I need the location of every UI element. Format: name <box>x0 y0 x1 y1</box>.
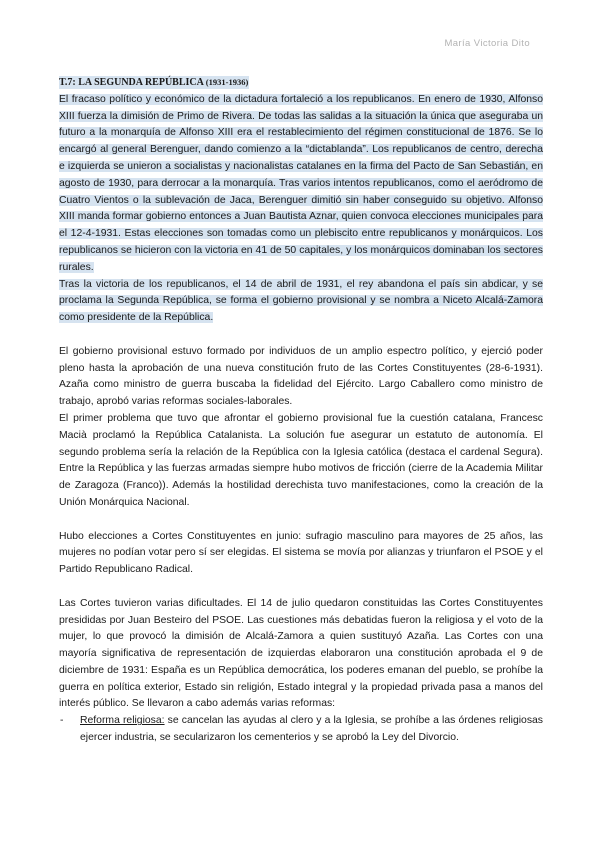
document-body <box>59 74 543 747</box>
reform-text: se cancelan las ayudas al clero y a la Iglesia, se prohíbe a las órdenes religiosas ejercer industria, se secularizaron los cementerios y se aprobó la Ley del Divorcio. <box>80 715 544 744</box>
reforms-list <box>59 713 543 747</box>
list-item <box>59 713 543 747</box>
paragraph-cortes: Las Cortes tuvieron varias dificultades. El 14 de julio quedaron constituidas las Cortes Constituyentes presididas por Juan Besteiro del PSOE. Las cuestiones más debatidas fueron la religiosa y el voto de la mujer, lo que provocó la dimisión de Alcalá-Zamora a quien sustituyó Azaña. Las Cortes con una mayoría significativa de representación de izquierdas elaboraron una constitución aprobada el 9 de diciembre de 1931: España es un República democrática, los poderes emanan del pueblo, se prohíbe la guerra en política exterior, Estado sin religión, Estado integral y la propiedad privada pasa a manos del interés público. Se llevaron a cabo además varias reformas: <box>59 597 543 710</box>
title-years: (1931-1936) <box>205 77 249 87</box>
reform-label: Reforma religiosa: <box>80 715 165 727</box>
author-header: María Victoria Dito <box>444 38 530 49</box>
section-title <box>59 74 543 92</box>
paragraph-problems: El primer problema que tuvo que afrontar el gobierno provisional fue la cuestión catalana, Francesc Macià proclamó la República Catalanista. La solución fue asegurar un estatuto de autonomía. El segundo problema sería la relación de la República con la Iglesia católica (destaca el cardenal Segura). Entre la República y las fuerzas armadas siempre hubo motivos de fricción (cierre de la Academia Militar de Zaragoza (Franco)). Además la hostilidad derechista tuvo manifestaciones, como la creación de la Unión Monárquica Nacional. <box>59 412 543 508</box>
title-main: T.7: LA SEGUNDA REPÚBLICA <box>59 77 204 88</box>
paragraph-intro: El fracaso político y económico de la dictadura fortaleció a los republicanos. En enero de 1930, Alfonso XIII fuerza la dimisión de Primo de Rivera. De todas las salidas a la situación la única que aseguraba un futuro a la monarquía de Alfonso XIII era el restablecimiento del régimen constitucional de 1876. Se lo encargó al general Berenguer, dando comienzo a la “dictablanda”. Los republicanos de centro, derecha e izquierda se unieron a socialistas y nacionalistas catalanes en la firma del Pacto de San Sebastián, en agosto de 1930, para derrocar a la monarquía. Tras varios intentos republicanos, como el aeródromo de Cuatro Vientos o la sublevación de Jaca, Berenguer dimitió sin haber conseguido su objetivo. Alfonso XIII manda formar gobierno entonces a Juan Bautista Aznar, quien convoca elecciones municipales para el 12-4-1931. Estas elecciones son tomadas como un plebiscito entre republicanos y monárquicos. Los republicanos se hicieron con la victoria en 41 de 50 capitales, y los monárquicos dominaban los sectores rurales. <box>59 93 543 273</box>
paragraph-elections: Hubo elecciones a Cortes Constituyentes en junio: sufragio masculino para mayores de 25 años, las mujeres no podían votar pero sí ser elegidas. El sistema se movía por alianzas y triunfaron el PSOE y el Partido Republicano Radical. <box>59 530 543 576</box>
list-bullet: - <box>60 715 64 727</box>
paragraph-provisional-government: El gobierno provisional estuvo formado por individuos de un amplio espectro político, y ejerció poder pleno hasta la aprobación de una nueva constitución fruto de las Cortes Constituyentes (28-6-1931). Azaña como ministro de guerra buscaba la fidelidad del Ejército. Largo Caballero como ministro de trabajo, aprobó varias reformas sociales-laborales. <box>59 345 543 408</box>
paragraph-proclamation: Tras la victoria de los republicanos, el 14 de abril de 1931, el rey abandona el país sin abdicar, y se proclama la Segunda República, se forma el gobierno provisional y se nombra a Niceto Alcalá-Zamora como presidente de la República. <box>59 278 543 324</box>
